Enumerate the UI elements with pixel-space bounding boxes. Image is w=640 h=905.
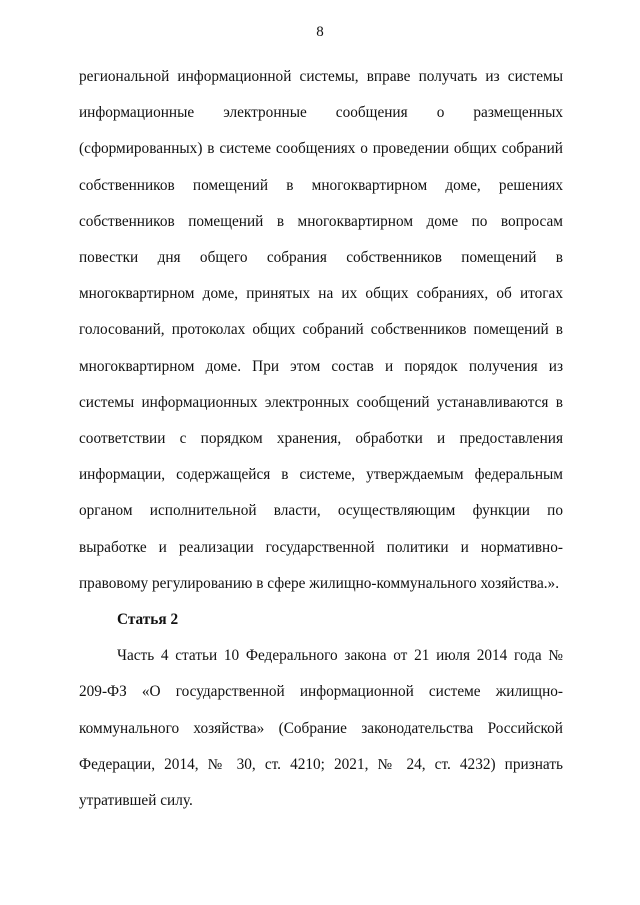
paragraph-continuation: региональной информационной системы, вправе получать из системы информационные электронные сообщения о размещенных (сформированных) в системе сообщениях о проведении общих собраний собственников помещений в многоквартирном доме, решениях собственников помещений в многоквартирном доме по вопросам повестки дня общего собрания собственников помещений в многоквартирном доме, принятых на их общих собраниях, об итогах голосований, протоколах общих собраний собственников помещений в многоквартирном доме. При этом состав и порядок получения из системы информационных электронных сообщений устанавливаются в соответствии с порядком хранения, обработки и предоставления информации, содержащейся в системе, утверждаемым федеральным органом исполнительной власти, осуществляющим функции по выработке и реализации государственной политики и нормативно-правовому регулированию в сфере жилищно-коммунального хозяйства.». xyxy=(79,68,563,592)
document-body xyxy=(79,59,563,819)
article-heading: Статья 2 xyxy=(117,611,179,629)
paragraph-article-2: Часть 4 статьи 10 Федерального закона от 21 июля 2014 года № 209-ФЗ «О государственной информационной системе жилищно-коммунального хозяйства» (Собрание законодательства Российской Федерации, 2014, № 30, ст. 4210; 2021, № 24, ст. 4232) признать утратившей силу. xyxy=(79,647,563,810)
page-number: 8 xyxy=(316,24,324,40)
